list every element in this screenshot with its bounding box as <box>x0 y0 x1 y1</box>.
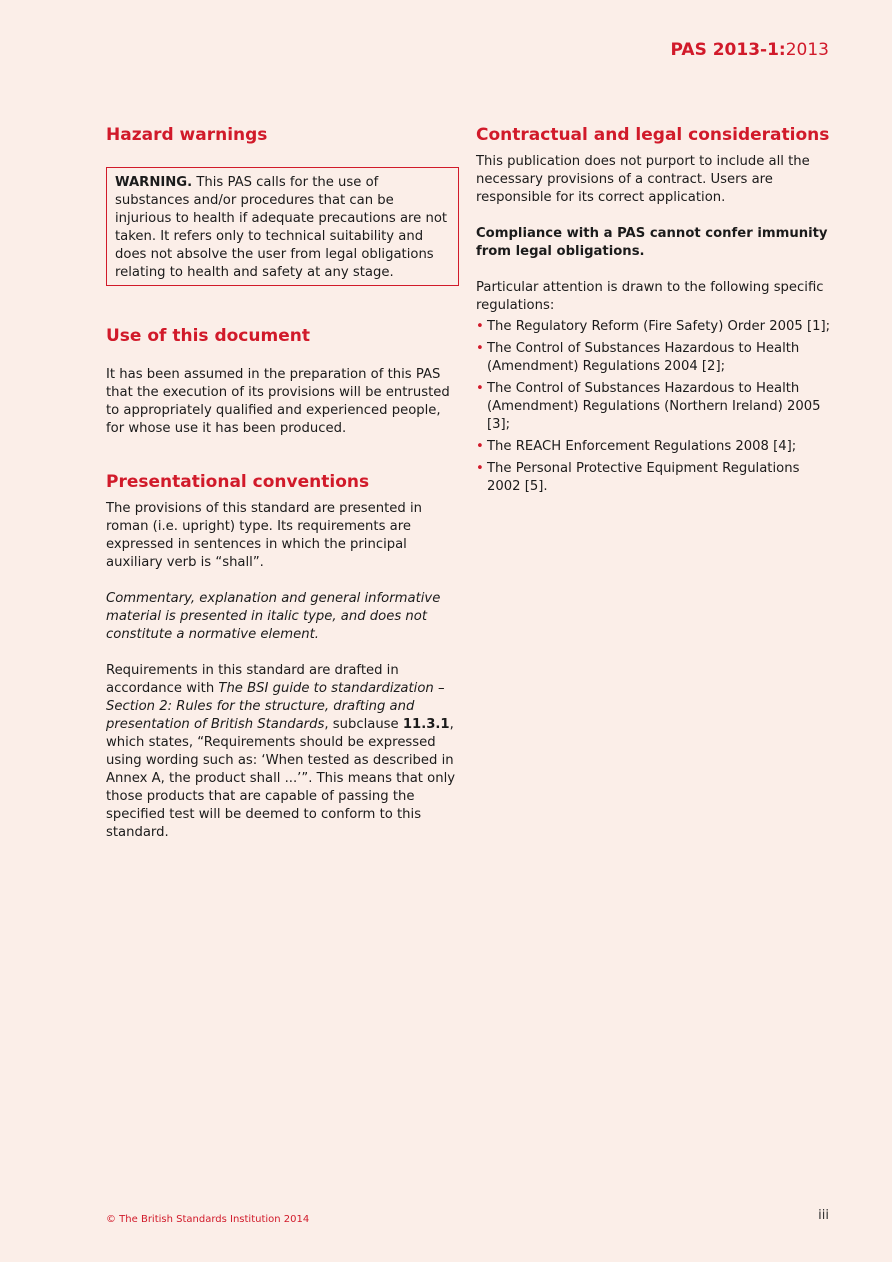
p3-text-c: , which states, “Requirements should be expressed using wording such as: ‘When tested as described in Annex A, the product shall ...’”. This means that only those products that are capable of passing the specified test will be deemed to conform to this standard. <box>106 717 456 840</box>
bullet-icon: • <box>476 381 484 396</box>
contract-compliance-statement: Compliance with a PAS cannot confer immunity from legal obligations. <box>476 226 828 259</box>
warning-label: WARNING. <box>115 175 193 190</box>
list-item <box>476 460 836 496</box>
list-item-text: The Control of Substances Hazardous to Health (Amendment) Regulations 2004 [2]; <box>487 341 800 374</box>
list-item <box>476 438 836 456</box>
hazard-heading: Hazard warnings <box>106 125 268 145</box>
regulations-list <box>476 318 836 496</box>
contract-paragraph-1: This publication does not purport to include all the necessary provisions of a contract. Users are responsible for its correct application. <box>476 154 810 205</box>
copyright-footer: © The British Standards Institution 2014 <box>106 1214 310 1225</box>
bullet-icon: • <box>476 319 484 334</box>
warning-box <box>106 167 459 286</box>
contract-paragraph-3: Particular attention is drawn to the following specific regulations: <box>476 280 824 313</box>
bullet-icon: • <box>476 439 484 454</box>
list-item <box>476 340 836 376</box>
warning-text: This PAS calls for the use of substances and/or procedures that can be injurious to health if adequate precautions are not taken. It refers only to technical suitability and does not absolve the user from legal obligations relating to health and safety at any stage. <box>115 175 448 280</box>
right-column <box>476 123 836 500</box>
bullet-icon: • <box>476 461 484 476</box>
list-item-text: The Control of Substances Hazardous to Health (Amendment) Regulations (Northern Ireland) 2005 [3]; <box>487 381 821 432</box>
list-item-text: The REACH Enforcement Regulations 2008 [4]; <box>487 439 797 454</box>
presentation-paragraph-2: Commentary, explanation and general informative material is presented in italic type, and does not constitute a normative element. <box>106 591 441 642</box>
use-heading: Use of this document <box>106 326 310 346</box>
list-item-text: The Regulatory Reform (Fire Safety) Order 2005 [1]; <box>487 319 831 334</box>
page-number: iii <box>818 1208 829 1223</box>
header-doc-year: 2013 <box>785 40 829 60</box>
bsi-guide-title: The BSI guide to standardization – Section 2: Rules for the structure, drafting and presentation of British Standards <box>106 681 445 732</box>
contract-heading: Contractual and legal considerations <box>476 125 830 145</box>
list-item <box>476 318 836 336</box>
list-item-text: The Personal Protective Equipment Regulations 2002 [5]. <box>487 461 800 494</box>
use-paragraph: It has been assumed in the preparation of this PAS that the execution of its provisions will be entrusted to appropriately qualified and experienced people, for whose use it has been produced. <box>106 367 450 436</box>
presentation-paragraph-3 <box>106 662 460 842</box>
bullet-icon: • <box>476 341 484 356</box>
header-doc-id: PAS 2013-1: <box>670 40 786 60</box>
presentation-heading: Presentational conventions <box>106 472 370 492</box>
running-header <box>671 40 829 60</box>
presentation-paragraph-1: The provisions of this standard are presented in roman (i.e. upright) type. Its requirements are expressed in sentences in which the principal auxiliary verb is “shall”. <box>106 501 422 570</box>
list-item <box>476 380 836 434</box>
subclause-number: 11.3.1 <box>402 717 450 732</box>
p3-text-a: Requirements in this standard are drafted in accordance with <box>106 663 399 696</box>
p3-text-b: , subclause <box>324 717 403 732</box>
left-column <box>106 123 460 842</box>
